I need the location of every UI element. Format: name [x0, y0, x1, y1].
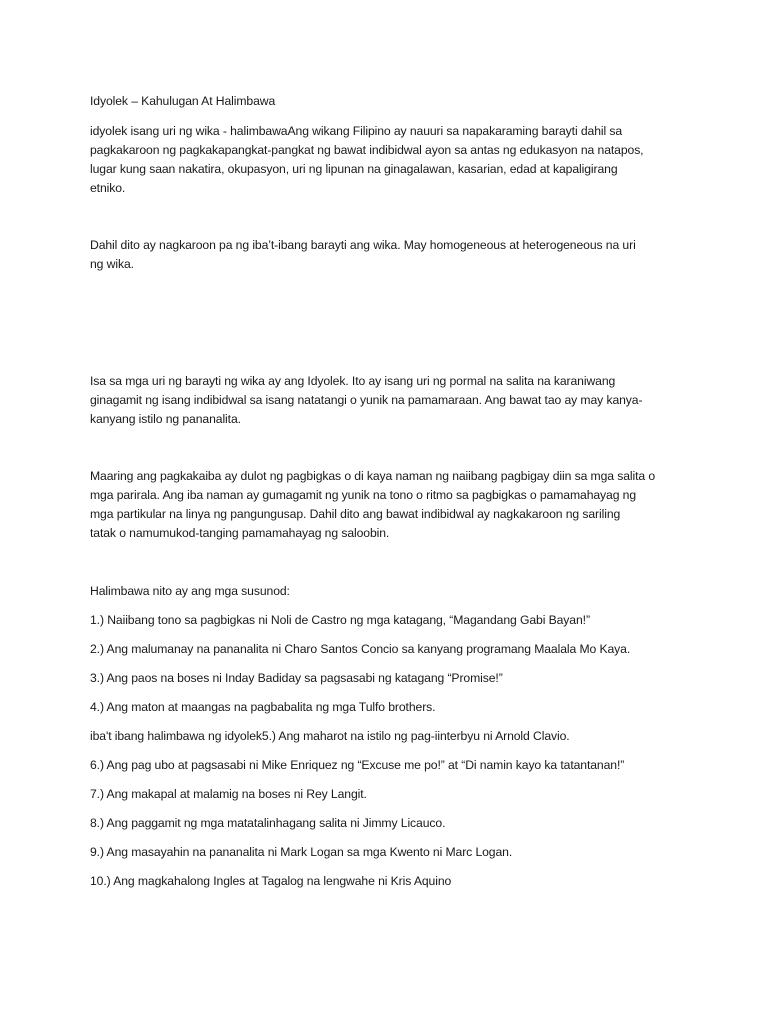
paragraph-line: lugar kung saan nakatira, okupasyon, uri ng lipunan na ginagalawan, kasarian, edad at kapaligirang [90, 162, 618, 176]
example-item: 7.) Ang makapal at malamig na boses ni Rey Langit. [90, 787, 367, 801]
document-page [90, 0, 700, 1024]
document-title: Idyolek – Kahulugan At Halimbawa [90, 94, 276, 108]
paragraph-line: Dahil dito ay nagkaroon pa ng iba’t-ibang barayti ang wika. May homogeneous at heterogeneous na uri [90, 238, 636, 252]
paragraph-line: Isa sa mga uri ng barayti ng wika ay ang Idyolek. Ito ay isang uri ng pormal na salita na karaniwang [90, 374, 616, 388]
paragraph-line: tatak o namumukod-tanging pamamahayag ng saloobin. [90, 526, 390, 540]
example-item: 6.) Ang pag ubo at pagsasabi ni Mike Enriquez ng “Excuse me po!” at “Di namin kayo ka tatantanan!” [90, 758, 625, 772]
paragraph-line: pagkakaroon ng pagkakapangkat-pangkat ng bawat indibidwal ayon sa antas ng edukasyon na natapos, [90, 143, 644, 157]
paragraph-line: Maaring ang pagkakaiba ay dulot ng pagbigkas o di kaya naman ng naiibang pagbigay diin sa mga salita o [90, 469, 656, 483]
paragraph-line: mga partikular na linya ng pangungusap. Dahil dito ang bawat indibidwal ay nagkakaroon ng sariling [90, 507, 621, 521]
example-item: 3.) Ang paos na boses ni Inday Badiday sa pagsasabi ng katagang “Promise!” [90, 671, 503, 685]
paragraph-1 [90, 122, 700, 198]
paragraph-2 [90, 236, 700, 274]
paragraph-line: mga parirala. Ang iba naman ay gumagamit ng yunik na tono o ritmo sa pagbigkas o pamamahayag ng [90, 488, 637, 502]
example-item: 4.) Ang maton at maangas na pagbabalita ng mga Tulfo brothers. [90, 700, 436, 714]
paragraph-4 [90, 467, 700, 543]
paragraph-3 [90, 372, 700, 429]
example-item: 9.) Ang masayahin na pananalita ni Mark Logan sa mga Kwento ni Marc Logan. [90, 845, 513, 859]
paragraph-line: idyolek isang uri ng wika - halimbawaAng wikang Filipino ay nauuri sa napakaraming barayti dahil sa [90, 124, 623, 138]
example-item: 2.) Ang malumanay na pananalita ni Charo Santos Concio sa kanyang programang Maalala Mo Kaya. [90, 642, 631, 656]
paragraph-line: ng wika. [90, 257, 134, 271]
examples-heading: Halimbawa nito ay ang mga susunod: [90, 584, 290, 598]
example-item: iba't ibang halimbawa ng idyolek5.) Ang maharot na istilo ng pag-iinterbyu ni Arnold Clavio. [90, 729, 570, 743]
paragraph-line: etniko. [90, 181, 126, 195]
paragraph-line: kanyang istilo ng pananalita. [90, 412, 241, 426]
example-item: 1.) Naiibang tono sa pagbigkas ni Noli de Castro ng mga katagang, “Magandang Gabi Bayan!” [90, 613, 590, 627]
example-item: 8.) Ang paggamit ng mga matatalinhagang salita ni Jimmy Licauco. [90, 816, 446, 830]
paragraph-line: ginagamit ng isang indibidwal sa isang natatangi o yunik na pamamaraan. Ang bawat tao ay may kanya- [90, 393, 643, 407]
example-item: 10.) Ang magkahalong Ingles at Tagalog na lengwahe ni Kris Aquino [90, 874, 452, 888]
